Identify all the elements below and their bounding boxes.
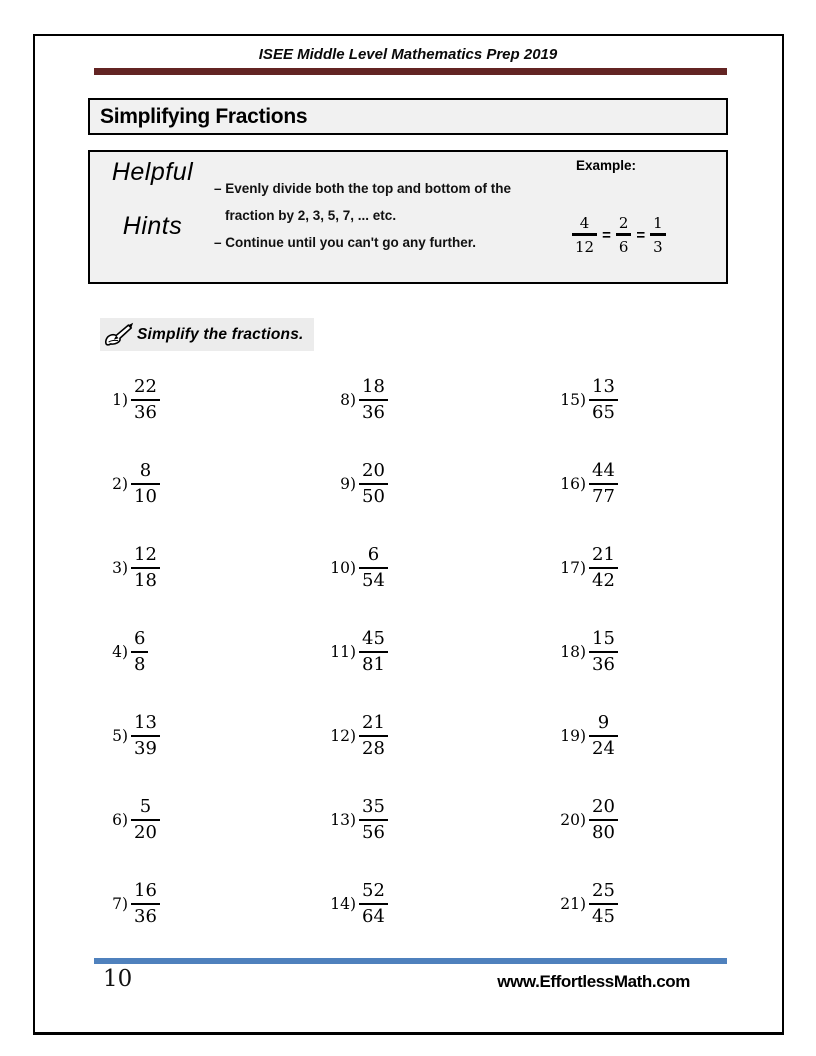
problem-item <box>322 778 532 862</box>
problem-number: 9) <box>340 475 356 493</box>
fraction-numerator: 52 <box>362 879 385 901</box>
header-divider-bar <box>94 68 727 75</box>
fraction-numerator: 4 <box>579 214 590 232</box>
problem-number: 21) <box>560 895 586 913</box>
problem-item <box>322 610 532 694</box>
fraction <box>589 713 618 759</box>
problem-number: 12) <box>330 727 356 745</box>
fraction-denominator: 24 <box>589 735 618 760</box>
fraction-numerator: 15 <box>592 627 615 649</box>
problem-item <box>552 862 762 946</box>
problem-item <box>94 862 304 946</box>
problem-item <box>94 358 304 442</box>
fraction-denominator: 81 <box>359 651 388 676</box>
book-title: ISEE Middle Level Mathematics Prep 2019 <box>258 46 558 63</box>
fraction-numerator: 45 <box>362 627 385 649</box>
fraction <box>589 881 618 927</box>
fraction-denominator: 36 <box>131 399 160 424</box>
problem-number: 20) <box>560 811 586 829</box>
fraction-numerator: 12 <box>134 543 157 565</box>
fraction-denominator: 20 <box>131 819 160 844</box>
problem-number: 11) <box>330 643 356 661</box>
hint-line: – Evenly divide both the top and bottom of the <box>214 181 511 196</box>
fraction <box>589 377 618 423</box>
problem-number: 14) <box>330 895 356 913</box>
problem-item <box>552 778 762 862</box>
helpful-hints-box <box>88 150 728 284</box>
fraction-denominator: 8 <box>131 651 148 676</box>
problems-column-3 <box>552 358 762 946</box>
equals-sign: = <box>636 226 646 244</box>
problem-number: 1) <box>112 391 128 409</box>
problem-number: 3) <box>112 559 128 577</box>
fraction <box>572 214 597 257</box>
problem-number: 10) <box>330 559 356 577</box>
writing-hand-icon <box>103 321 135 348</box>
fraction-denominator: 54 <box>359 567 388 592</box>
fraction <box>589 461 618 507</box>
problem-item <box>322 694 532 778</box>
fraction-denominator: 18 <box>131 567 160 592</box>
problem-item <box>552 694 762 778</box>
fraction-numerator: 16 <box>134 879 157 901</box>
problem-number: 2) <box>112 475 128 493</box>
hint-line: – Continue until you can't go any further. <box>214 235 476 250</box>
fraction-numerator: 22 <box>134 375 157 397</box>
fraction <box>131 881 160 927</box>
fraction <box>589 629 618 675</box>
problem-item <box>552 610 762 694</box>
fraction-numerator: 21 <box>592 543 615 565</box>
section-title-box <box>88 98 728 135</box>
fraction-denominator: 39 <box>131 735 160 760</box>
problem-number: 6) <box>112 811 128 829</box>
problem-number: 13) <box>330 811 356 829</box>
fraction-denominator: 6 <box>616 233 632 257</box>
fraction-denominator: 77 <box>589 483 618 508</box>
fraction-denominator: 28 <box>359 735 388 760</box>
fraction-numerator: 5 <box>139 795 152 817</box>
fraction-numerator: 6 <box>134 627 146 649</box>
page-number: 10 <box>103 966 133 992</box>
instruction-banner <box>100 318 314 351</box>
problem-number: 7) <box>112 895 128 913</box>
example-equation <box>572 214 666 257</box>
fraction <box>589 797 618 843</box>
problem-item <box>94 778 304 862</box>
hints-label-helpful: Helpful <box>111 158 194 186</box>
fraction-numerator: 1 <box>653 214 663 232</box>
section-title: Simplifying Fractions <box>100 104 308 128</box>
problem-number: 4) <box>112 643 128 661</box>
fraction-denominator: 50 <box>359 483 388 508</box>
fraction <box>131 797 160 843</box>
fraction-denominator: 36 <box>589 651 618 676</box>
fraction-numerator: 9 <box>597 711 610 733</box>
fraction-denominator: 12 <box>572 233 597 257</box>
fraction-numerator: 13 <box>134 711 157 733</box>
fraction <box>131 629 148 675</box>
fraction <box>131 713 160 759</box>
problems-column-1 <box>94 358 304 946</box>
problem-number: 19) <box>560 727 586 745</box>
fraction-numerator: 18 <box>362 375 385 397</box>
problem-item <box>94 694 304 778</box>
problem-item <box>94 526 304 610</box>
fraction-denominator: 42 <box>589 567 618 592</box>
fraction-denominator: 80 <box>589 819 618 844</box>
problem-item <box>552 526 762 610</box>
fraction-numerator: 2 <box>618 214 629 232</box>
problem-item <box>552 442 762 526</box>
fraction <box>359 461 388 507</box>
fraction-denominator: 65 <box>589 399 618 424</box>
problem-number: 5) <box>112 727 128 745</box>
fraction-numerator: 21 <box>362 711 385 733</box>
example-label: Example: <box>576 158 637 173</box>
fraction <box>131 545 160 591</box>
problem-number: 15) <box>560 391 586 409</box>
footer-divider-bar <box>94 958 727 964</box>
problem-item <box>94 610 304 694</box>
problem-number: 18) <box>560 643 586 661</box>
fraction-denominator: 56 <box>359 819 388 844</box>
fraction <box>359 629 388 675</box>
problem-item <box>322 358 532 442</box>
fraction <box>131 461 160 507</box>
problem-item <box>322 862 532 946</box>
fraction-numerator: 44 <box>592 459 615 481</box>
fraction-denominator: 3 <box>650 233 666 257</box>
fraction-denominator: 36 <box>131 903 160 928</box>
fraction-denominator: 10 <box>131 483 160 508</box>
instruction-text: Simplify the fractions. <box>137 325 304 343</box>
equals-sign: = <box>602 226 611 244</box>
fraction-numerator: 6 <box>367 543 380 565</box>
problem-item <box>322 442 532 526</box>
fraction-numerator: 35 <box>362 795 385 817</box>
problems-grid <box>0 358 816 946</box>
fraction <box>589 545 618 591</box>
problem-number: 16) <box>560 475 586 493</box>
fraction-numerator: 20 <box>362 459 385 481</box>
hint-lines <box>214 175 554 256</box>
fraction-numerator: 20 <box>592 795 615 817</box>
problem-item <box>94 442 304 526</box>
fraction <box>359 797 388 843</box>
fraction-numerator: 25 <box>592 879 615 901</box>
fraction <box>359 377 388 423</box>
fraction <box>650 214 666 257</box>
fraction <box>359 713 388 759</box>
problem-number: 8) <box>340 391 356 409</box>
footer-website: www.EffortlessMath.com <box>497 972 690 991</box>
fraction-numerator: 13 <box>592 375 615 397</box>
problem-number: 17) <box>560 559 586 577</box>
fraction <box>359 881 388 927</box>
fraction-numerator: 8 <box>139 459 152 481</box>
fraction-denominator: 36 <box>359 399 388 424</box>
fraction <box>359 545 388 591</box>
hints-label-hints: Hints <box>122 212 183 240</box>
hint-line: fraction by 2, 3, 5, 7, ... etc. <box>225 208 397 223</box>
problems-column-2 <box>322 358 532 946</box>
problem-item <box>322 526 532 610</box>
problem-item <box>552 358 762 442</box>
fraction <box>616 214 632 257</box>
fraction-denominator: 45 <box>589 903 618 928</box>
fraction <box>131 377 160 423</box>
fraction-denominator: 64 <box>359 903 388 928</box>
